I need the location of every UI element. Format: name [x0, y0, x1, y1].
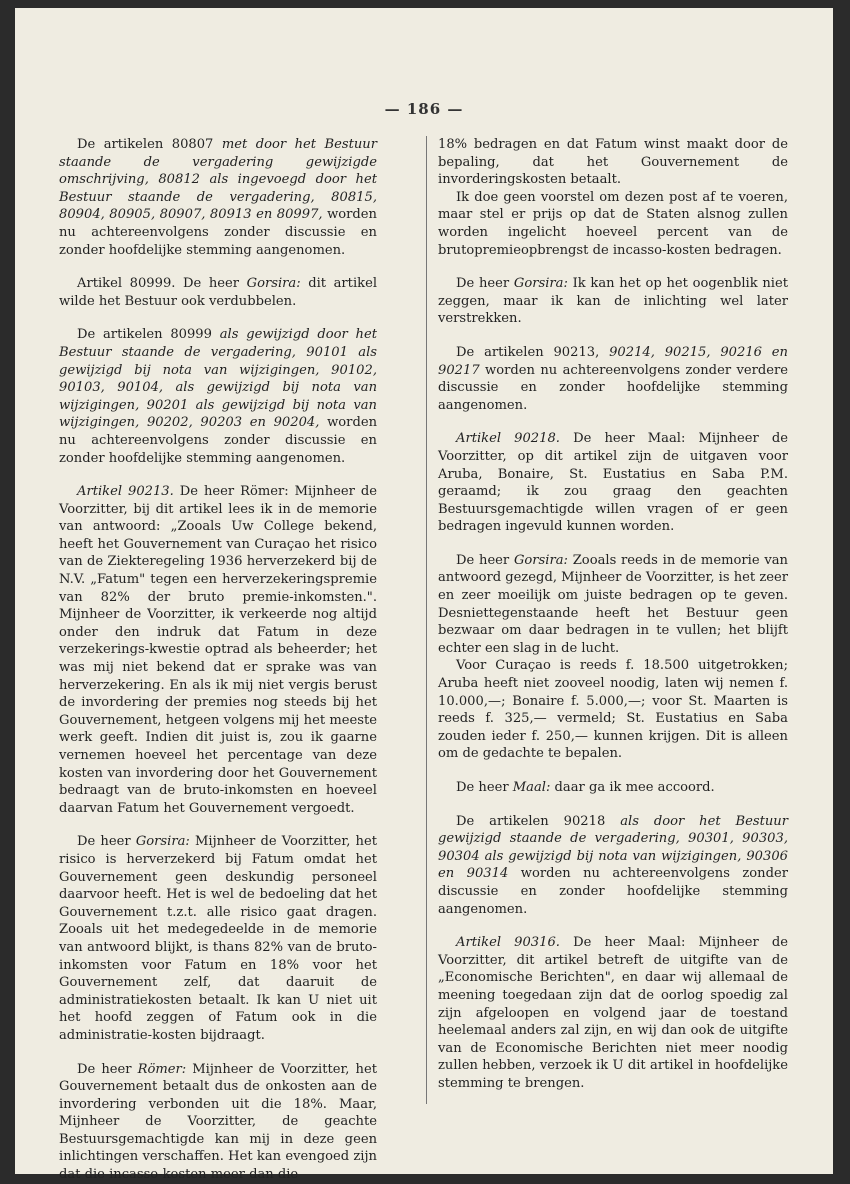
paragraph: De heer Gorsira: Ik kan het op het oogenblik niet zeggen, maar ik kan de inlichting wel later verstrekken.: [438, 276, 788, 327]
paragraph: De artikelen 90213, 90214, 90215, 90216 en 90217 worden nu achtereenvolgens zonder verdere discussie en zonder hoofdelijke stemming aangenomen.: [438, 344, 788, 413]
paragraph: Ik doe geen voorstel om dezen post af te voeren, maar stel er prijs op dat de Staten alsnog zullen worden ingelicht hoeveel percent van de brutopremieopbrengst de incasso-kosten bedragen.: [438, 189, 788, 258]
document-page: [15, 8, 833, 1183]
paragraph: De artikelen 90218 als door het Bestuur gewijzigd staande de vergadering, 90301, 90303, 90304 als gewijzigd bij nota van wijzigingen, 90306 en 90314 worden nu achtereenvolgens zonder discussie en zonder hoofdelijke stemming aangenomen.: [438, 813, 789, 917]
paragraph: Voor Curaçao is reeds f. 18.500 uitgetrokken; Aruba heeft niet zooveel noodig, laten wij nemen f. 10.000,—; Bonaire f. 5.000,—; voor St. Maarten is reeds f. 325,— vermeld; St. Eustatius en Saba zouden ieder f. 250,— kunnen krijgen. Dit is alleen om de gedachte te bepalen.: [438, 658, 788, 762]
paragraph: De heer Gorsira: Zooals reeds in de memorie van antwoord gezegd, Mijnheer de Voorzitter, is het zeer en zeer moeilijk om juiste bedragen op te geven. Desniettegenstaande heeft het Bestuur geen bezwaar om daar bedragen in te vullen; het blijft echter een slag in de lucht.: [438, 552, 788, 656]
right-column: [438, 136, 788, 1093]
paragraph: Artikel 90316. De heer Maal: Mijnheer de Voorzitter, dit artikel betreft de uitgifte van de „Economische Berichten", en daar wij allemaal de meening toegedaan zijn dat de oorlog spoedig zal zijn afgeloopen en volgend jaar de toestand heelemaal anders zal zijn, en wij dan ook de uitgifte van de Economische Berichten niet meer noodig zullen hebben, verzoek ik U dit artikel in hoofdelijke stemming te brengen.: [438, 935, 788, 1091]
paragraph: De heer Gorsira: Mijnheer de Voorzitter, het risico is herverzekerd bij Fatum omdat het Gouvernement geen deskundig personeel daarvoor heeft. Het is wel de bedoeling dat het Gouvernement t.z.t. alle risico gaat dragen. Zooals uit het medegedeelde in de memorie van antwoord blijkt, is thans 82% van de bruto-inkomsten voor Fatum en 18% voor het Gouvernement zelf, dat daaruit de administratiekosten betaalt. Ik kan U niet uit het hoofd zeggen of Fatum ook in die administratie-kosten bijdraagt.: [59, 834, 378, 1043]
paragraph: De heer Maal: daar ga ik mee accoord.: [456, 780, 715, 795]
paragraph: De artikelen 80807 met door het Bestuur staande de vergadering gewijzigde omschrijving, 80812 als ingevoegd door het Bestuur staande de vergadering, 80815, 80904, 80905, 80907, 80913 en 80997, worden nu achtereenvolgens zonder discussie en zonder hoofdelijke stemming aangenomen.: [59, 137, 377, 258]
paragraph: De heer Römer: Mijnheer de Voorzitter, het Gouvernement betaalt dus de onkosten aan de invordering verbonden uit die 18%. Maar, Mijnheer de Voorzitter, de geachte Bestuursgemachtigde kan mij in deze geen inlichtingen verschaffen. Het kan evengoed zijn dat die incasso-kosten meer dan die: [59, 1061, 377, 1183]
column-divider: [426, 136, 427, 1104]
paragraph: 18% bedragen en dat Fatum winst maakt door de bepaling, dat het Gouvernement de invorderingskosten betaalt.: [438, 137, 788, 188]
paragraph: De artikelen 80999 als gewijzigd door het Bestuur staande de vergadering, 90101 als gewijzigd bij nota van wijzigingen, 90102, 90103, 90104, als gewijzigd bij nota van wijzigingen, 90201 als gewijzigd bij nota van wijzigingen, 90202, 90203 en 90204, worden nu achtereenvolgens zonder discussie en zonder hoofdelijke stemming aangenomen.: [59, 327, 378, 466]
paragraph: Artikel 90218. De heer Maal: Mijnheer de Voorzitter, op dit artikel zijn de uitgaven voor Aruba, Bonaire, St. Eustatius en Saba P.M. geraamd; ik zou graag den geachten Bestuursgemachtigde willen vragen of er geen bedragen ingevuld kunnen worden.: [438, 431, 788, 535]
page-number: — 186 —: [384, 100, 464, 118]
left-column: [59, 136, 377, 1184]
paragraph: Artikel 80999. De heer Gorsira: dit artikel wilde het Bestuur ook verdubbelen.: [59, 276, 378, 309]
paragraph: Artikel 90213. De heer Römer: Mijnheer de Voorzitter, bij dit artikel lees ik in de memorie van antwoord: „Zooals Uw College bekend, heeft het Gouvernement van Curaçao het risico van de Ziekteregeling 1936 herverzekerd bij de N.V. „Fatum" tegen een herverzekeringspremie van 82% der bruto premie-inkomsten.". Mijnheer de Voorzitter, ik verkeerde nog altijd onder den indruk dat Fatum in deze verzekerings-kwestie optrad als beheerder; het was mij niet bekend dat er sprake was van herverzekering. En als ik mij niet vergis berust de invordering der premies nog steeds bij het Gouvernement, hetgeen volgens mij het meeste werk geeft. Indien dit juist is, zou ik gaarne vernemen hoeveel het percentage van deze kosten van invordering door het Gouvernement bedraagt van de bruto-inkomsten en hoeveel daarvan Fatum het Gouvernement vergoedt.: [59, 484, 378, 816]
